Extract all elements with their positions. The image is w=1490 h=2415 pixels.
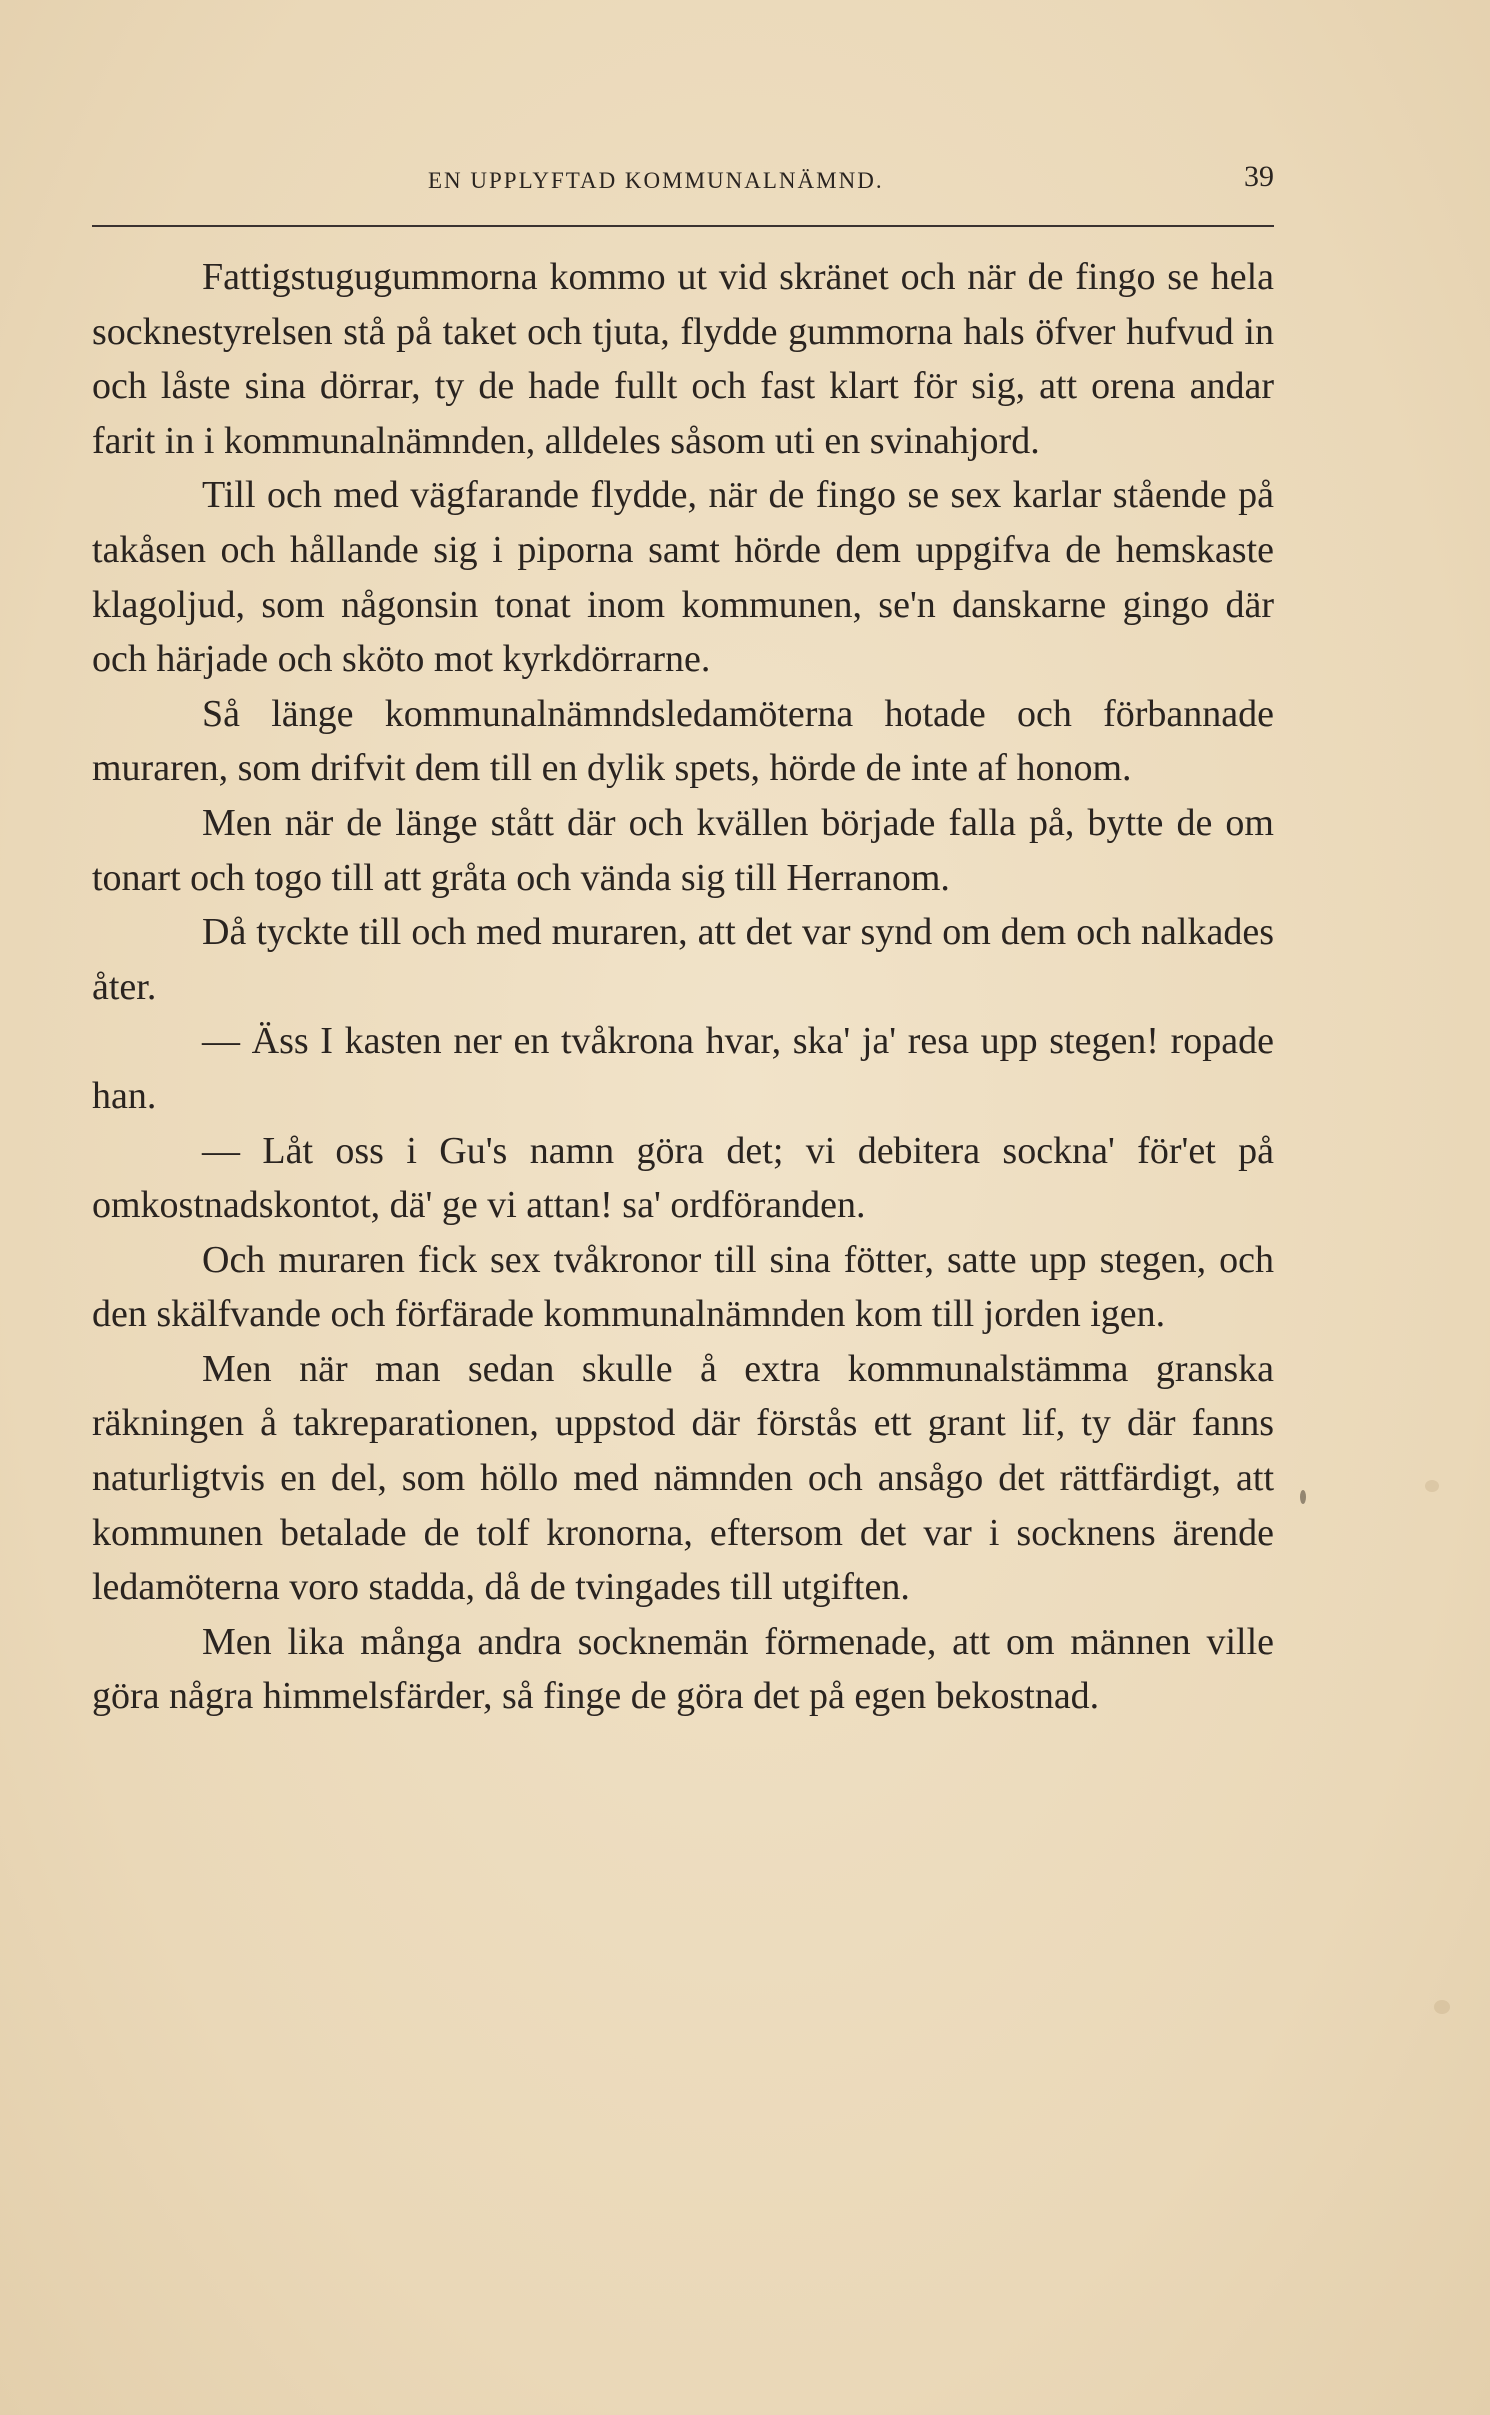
paper-stain <box>1300 1490 1306 1504</box>
running-title: EN UPPLYFTAD KOMMUNALNÄMND. <box>428 168 884 193</box>
paragraph: Och muraren fick sex tvåkronor till sina fötter, satte upp stegen, och den skälfvande och förfärade kommunalnämnden kom till jorden igen. <box>92 1238 1274 1336</box>
paragraph: — Äss I kasten ner en tvåkrona hvar, ska' ja' resa upp stegen! ropade han. <box>92 1020 1274 1117</box>
paragraph: Men när de länge stått där och kvällen började falla på, bytte de om tonart och togo till att gråta och vända sig till Herranom. <box>92 801 1274 899</box>
paper-stain <box>1425 1480 1439 1492</box>
page-header <box>92 150 1274 200</box>
paragraph: Då tyckte till och med muraren, att det var synd om dem och nalkades åter. <box>92 911 1274 1008</box>
paragraph: Fattigstugugummorna kommo ut vid skränet och när de fingo se hela socknestyrelsen stå på taket och tjuta, flydde gummorna hals öfver hufvud in och låste sina dörrar, ty de hade fullt och fast klart för sig, att orena andar farit in i kommunalnämnden, alldeles såsom uti en svinahjord. <box>92 256 1274 462</box>
body-text <box>92 250 1274 1724</box>
header-rule <box>92 225 1274 227</box>
paper-stain <box>1434 2000 1450 2014</box>
paragraph: Men när man sedan skulle å extra kommunalstämma granska räkningen å takreparationen, uppstod där förstås ett grant lif, ty där fanns naturligtvis en del, som höllo med nämnden och ansågo det rättfärdigt, att kommunen betalade de tolf kronorna, eftersom det var i socknens ärende ledamöterna voro stadda, då de tvingades till utgiften. <box>92 1347 1274 1609</box>
paragraph: Till och med vägfarande flydde, när de fingo se sex karlar stående på takåsen och hållande sig i piporna samt hörde dem uppgifva de hemskaste klagoljud, som någonsin tonat inom kommunen, se'n danskarne gingo där och härjade och sköto mot kyrkdörrarne. <box>92 474 1274 681</box>
paragraph: — Låt oss i Gu's namn göra det; vi debitera sockna' för'et på omkostnadskontot, dä' ge vi attan! sa' ordföranden. <box>92 1129 1274 1227</box>
paragraph: Men lika många andra socknemän förmenade, att om männen ville göra några himmelsfärder, så finge de göra det på egen bekostnad. <box>92 1620 1274 1718</box>
paragraph: Så länge kommunalnämndsledamöterna hotade och förbannade muraren, som drifvit dem till en dylik spets, hörde de inte af honom. <box>92 692 1274 790</box>
book-page <box>92 150 1274 1718</box>
page-number: 39 <box>1244 160 1274 193</box>
